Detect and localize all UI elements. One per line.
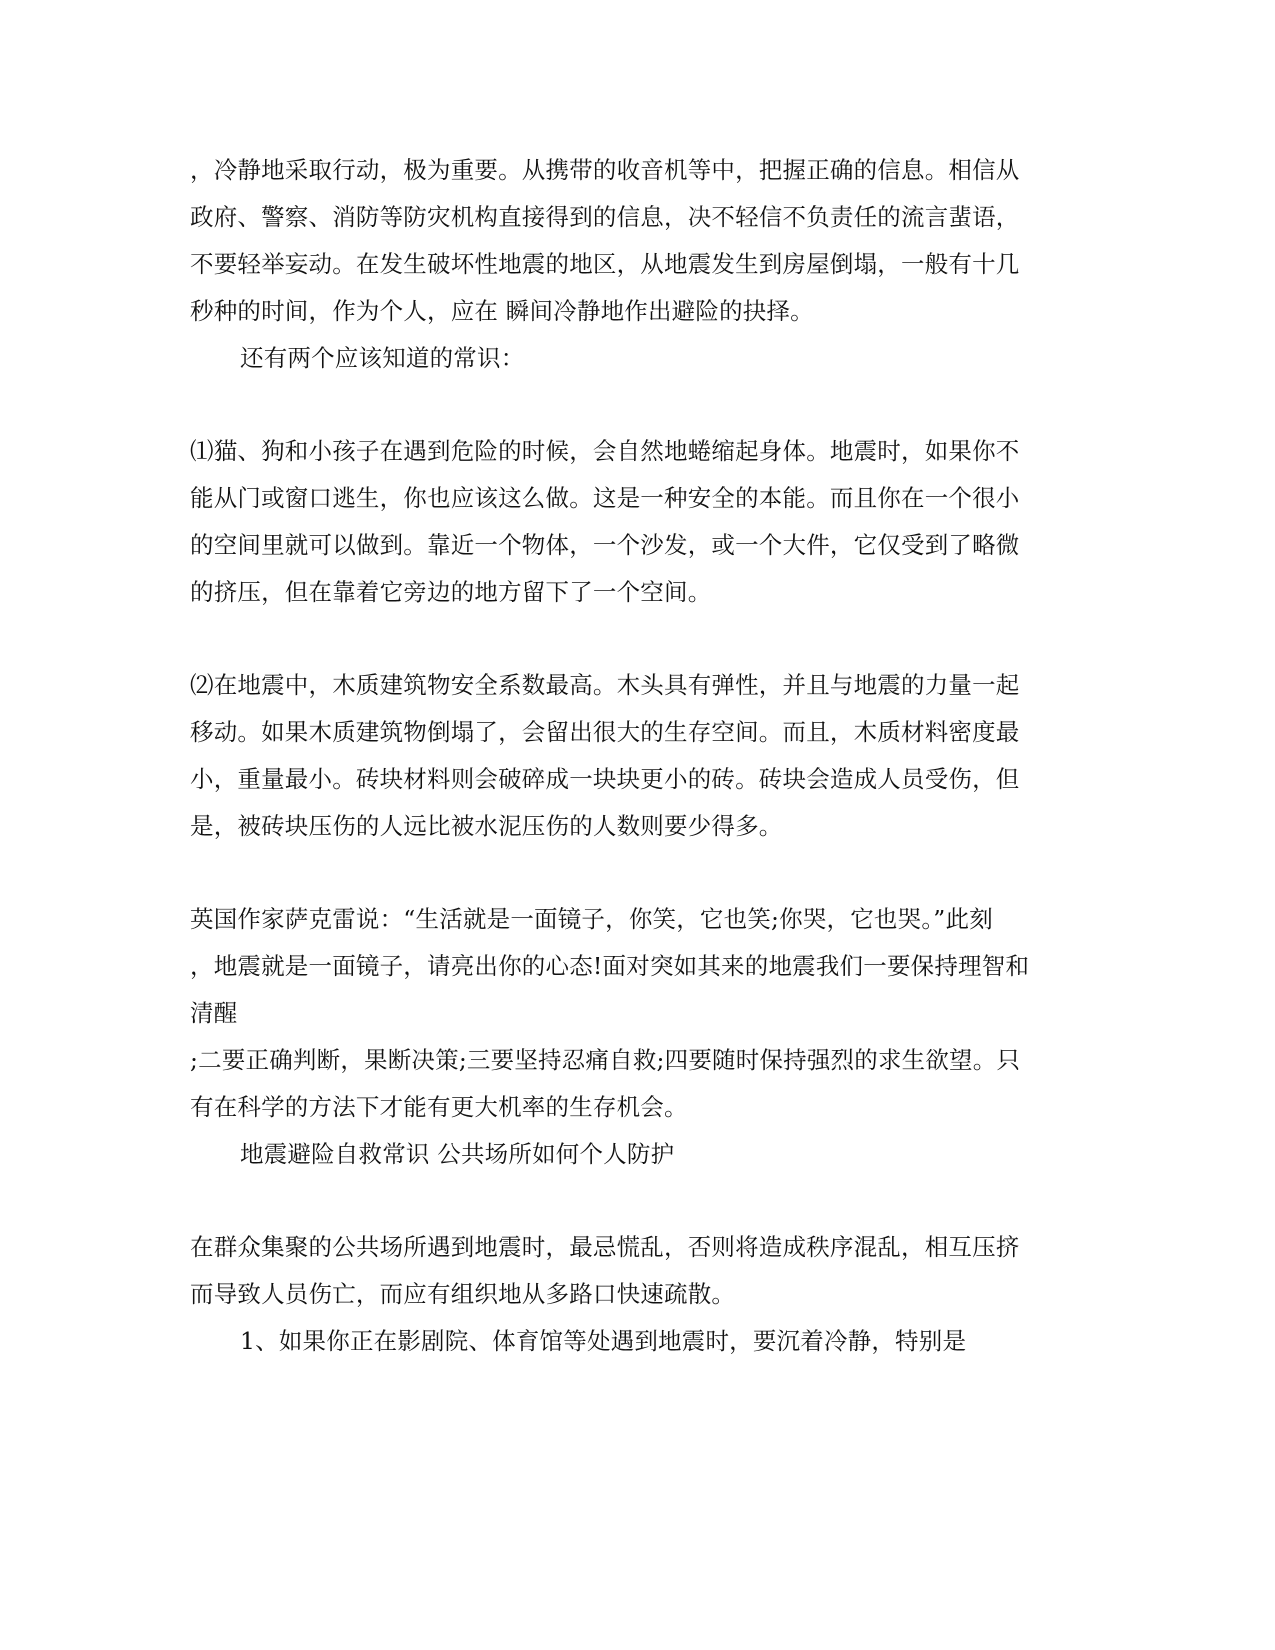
text-line: ⑴猫、狗和小孩子在遇到危险的时候，会自然地蜷缩起身体。地震时，如果你不 (190, 437, 1020, 465)
text-line: 能从门或窗口逃生，你也应该这么做。这是一种安全的本能。而且你在一个很小 (190, 484, 1020, 512)
text-line: ，冷静地采取行动，极为重要。从携带的收音机等中，把握正确的信息。相信从 (190, 156, 1020, 184)
text-line: ⑵在地震中，木质建筑物安全系数最高。木头具有弹性，并且与地震的力量一起 (190, 671, 1020, 699)
text-line: 不要轻举妄动。在发生破坏性地震的地区，从地震发生到房屋倒塌，一般有十几 (190, 250, 1020, 278)
text-line: 还有两个应该知道的常识： (240, 344, 525, 372)
text-line: 移动。如果木质建筑物倒塌了，会留出很大的生存空间。而且，木质材料密度最 (190, 718, 1020, 746)
text-line: 英国作家萨克雷说：“生活就是一面镜子，你笑，它也笑;你哭，它也哭。”此刻 (190, 905, 993, 933)
text-line: 有在科学的方法下才能有更大机率的生存机会。 (190, 1093, 688, 1121)
text-line: 的空间里就可以做到。靠近一个物体，一个沙发，或一个大件，它仅受到了略微 (190, 531, 1020, 559)
text-line: 是，被砖块压伤的人远比被水泥压伤的人数则要少得多。 (190, 812, 783, 840)
section-heading: 地震避险自救常识 公共场所如何个人防护 (240, 1140, 675, 1168)
text-line: 在群众集聚的公共场所遇到地震时，最忌慌乱，否则将造成秩序混乱，相互压挤 (190, 1233, 1020, 1261)
text-line: 的挤压，但在靠着它旁边的地方留下了一个空间。 (190, 578, 712, 606)
text-line: ，地震就是一面镜子，请亮出你的心态!面对突如其来的地震我们一要保持理智和 (190, 952, 1030, 980)
text-line: 清醒 (190, 999, 238, 1027)
text-line: ;二要正确判断，果断决策;三要坚持忍痛自救;四要随时保持强烈的求生欲望。只 (190, 1046, 1021, 1074)
text-line: 1、如果你正在影剧院、体育馆等处遇到地震时，要沉着冷静，特别是 (240, 1327, 967, 1355)
text-line: 小，重量最小。砖块材料则会破碎成一块块更小的砖。砖块会造成人员受伤，但 (190, 765, 1020, 793)
text-line: 而导致人员伤亡，而应有组织地从多路口快速疏散。 (190, 1280, 736, 1308)
text-line: 秒种的时间，作为个人，应在 瞬间冷静地作出避险的抉择。 (190, 297, 814, 325)
text-line: 政府、警察、消防等防灾机构直接得到的信息，决不轻信不负责任的流言蜚语， (190, 203, 1020, 231)
